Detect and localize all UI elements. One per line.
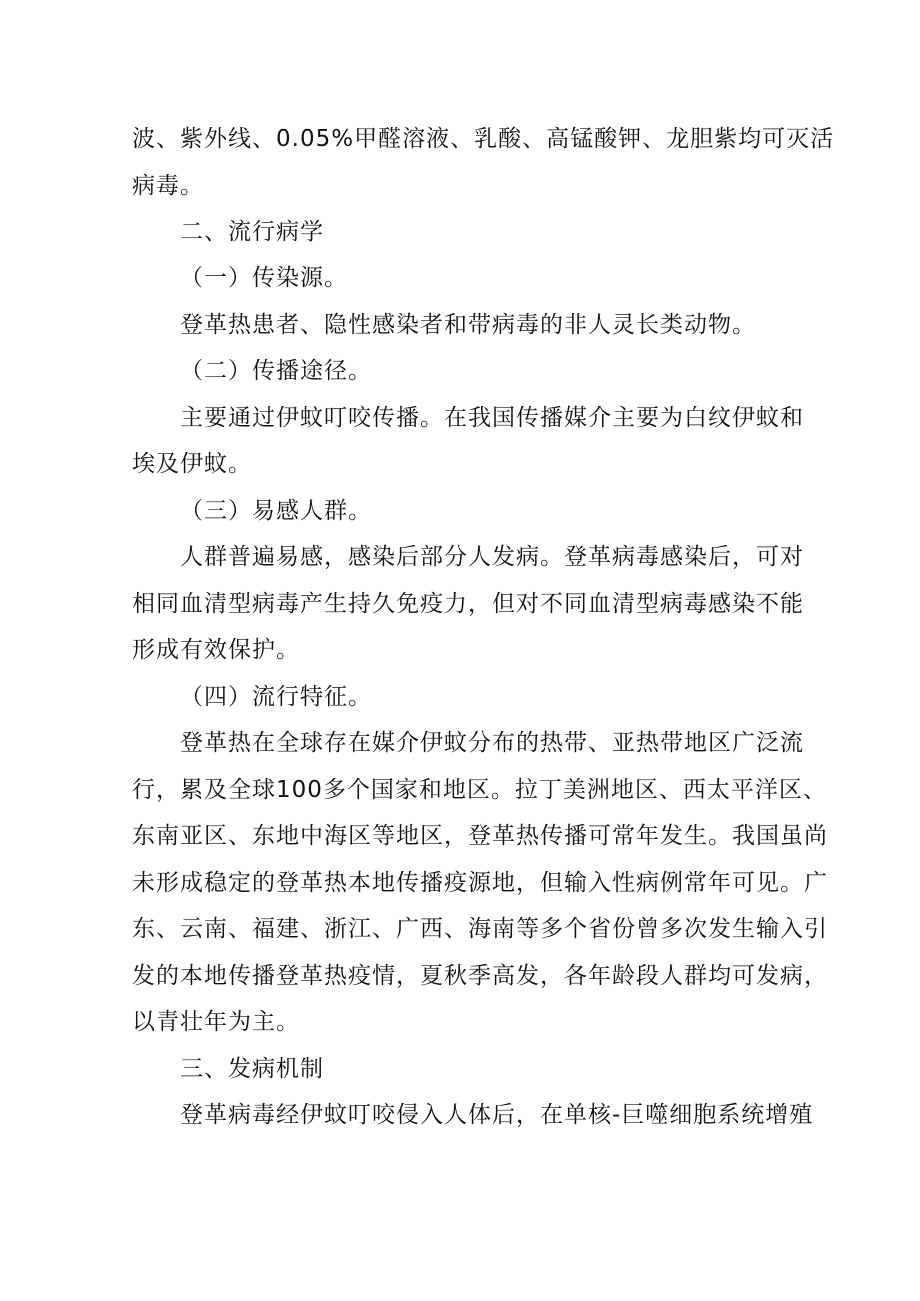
text-line: 主要通过伊蚊叮咬传播。在我国传播媒介主要为白纹伊蚊和 [180,405,804,431]
text-line: 以青壮年为主。 [132,1009,300,1035]
text-line: 行，累及全球100多个国家和地区。拉丁美洲地区、西太平洋区、 [132,777,827,803]
text-line: 登革热患者、隐性感染者和带病毒的非人灵长类动物。 [180,312,756,338]
text-line: 登革热在全球存在媒介伊蚊分布的热带、亚热带地区广泛流 [180,730,804,756]
text-line: 发的本地传播登革热疫情，夏秋季高发，各年龄段人群均可发病， [132,963,828,989]
text-line: 波、紫外线、0.05%甲醛溶液、乳酸、高锰酸钾、龙胆紫均可灭活 [132,126,835,152]
text-line: 未形成稳定的登革热本地传播疫源地，但输入性病例常年可见。广 [132,870,828,896]
text-line: 埃及伊蚊。 [132,451,252,477]
text-line: 登革病毒经伊蚊叮咬侵入人体后，在单核-巨噬细胞系统增殖 [180,1102,814,1128]
text-line: 人群普遍易感，感染后部分人发病。登革病毒感染后，可对 [180,544,804,570]
text-line: 东南亚区、东地中海区等地区，登革热传播可常年发生。我国虽尚 [132,823,828,849]
text-line: 相同血清型病毒产生持久免疫力，但对不同血清型病毒感染不能 [132,591,804,617]
subsection-heading: （一）传染源。 [180,265,348,291]
subsection-heading: （二）传播途径。 [180,358,372,384]
subsection-heading: （三）易感人群。 [180,498,372,524]
text-line: 形成有效保护。 [132,637,300,663]
section-heading: 三、发病机制 [180,1056,324,1082]
subsection-heading: （四）流行特征。 [180,684,372,710]
text-line: 东、云南、福建、浙江、广西、海南等多个省份曾多次发生输入引 [132,916,828,942]
text-line: 病毒。 [132,173,204,199]
section-heading: 二、流行病学 [180,219,324,245]
